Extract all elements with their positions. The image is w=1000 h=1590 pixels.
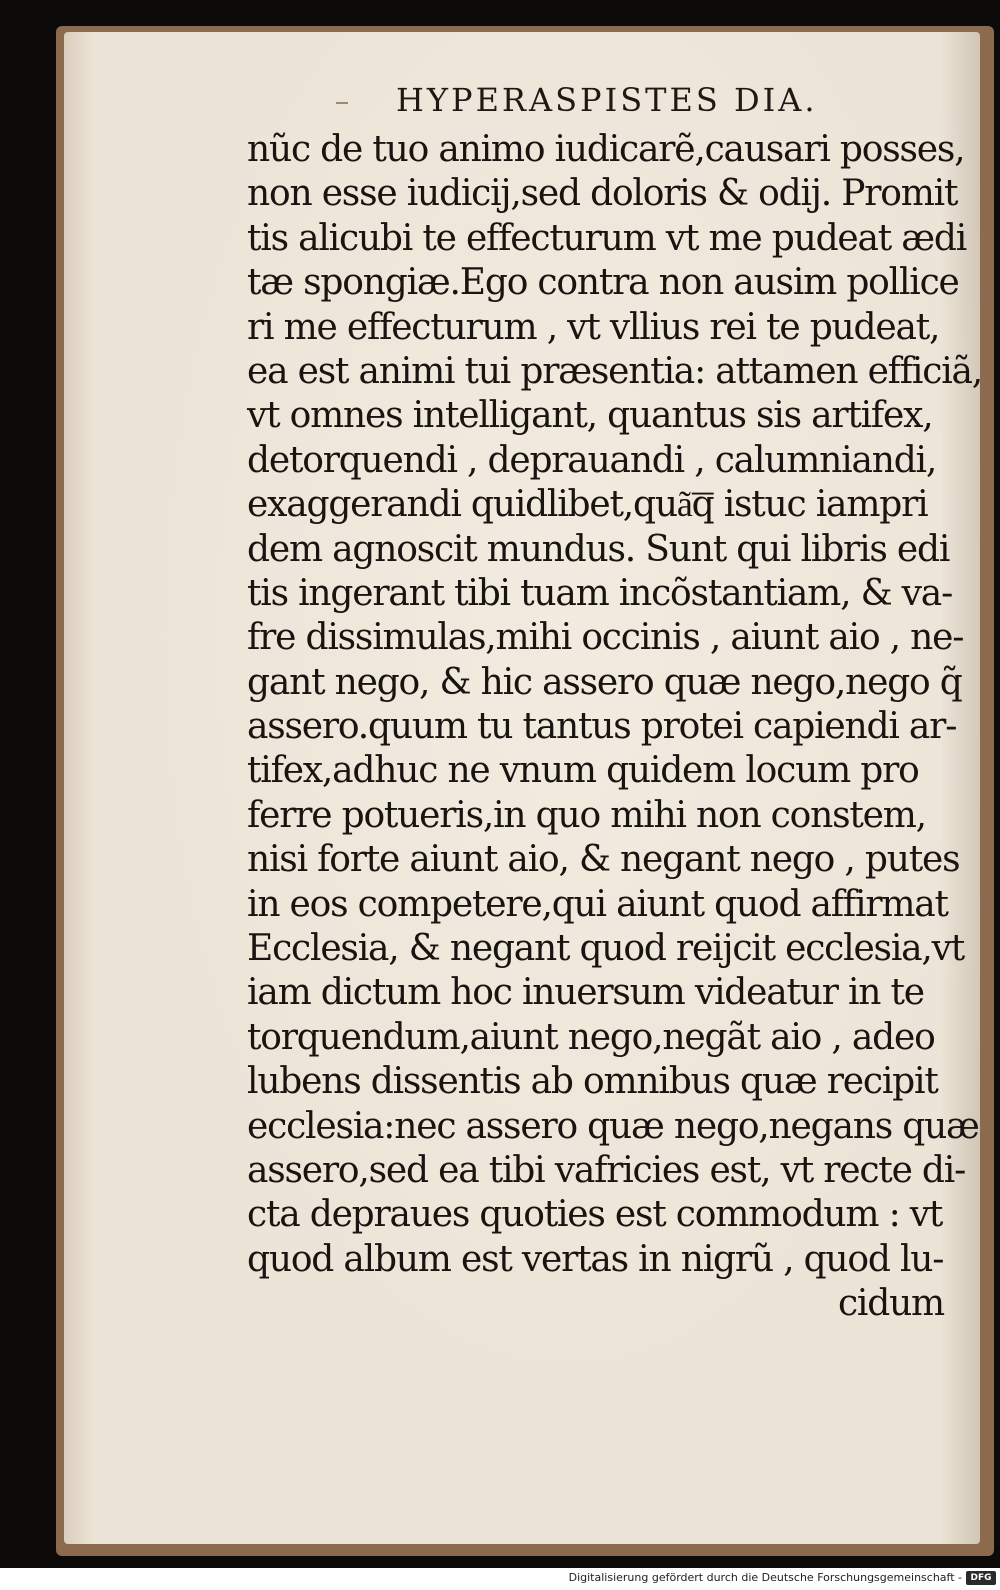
- text-line: fre dissimulas,mihi occinis , aiunt aio , ne-: [247, 617, 964, 659]
- text-line: tis alicubi te effecturum vt me pudeat ædi: [247, 217, 967, 259]
- text-line: tifex,adhuc ne vnum quidem locum pro: [247, 750, 919, 792]
- text-line: dem agnoscit mundus. Sunt qui libris edi: [247, 528, 950, 570]
- text-line: assero.quum tu tantus protei capiendi ar-: [247, 706, 957, 748]
- text-line: exaggerandi quidlibet,quã͞q istuc iampri: [247, 484, 928, 526]
- text-line: gant nego, & hic assero quæ nego,nego q̃: [247, 661, 962, 703]
- text-line: detorquendi , deprauandi , calumniandi,: [247, 439, 937, 481]
- text-line: tis ingerant tibi tuam incõstantiam, & va-: [247, 572, 953, 614]
- text-line: ferre potueris,in quo mihi non constem,: [247, 794, 926, 836]
- text-line: ecclesia:nec assero quæ nego,negans quæ: [247, 1105, 979, 1147]
- text-line: ri me effecturum , vt vllius rei te pudeat,: [247, 306, 940, 348]
- funding-credit: Digitalisierung gefördert durch die Deutsche Forschungsgemeinschaft -: [568, 1571, 962, 1584]
- text-line: lubens dissentis ab omnibus quæ recipit: [247, 1061, 938, 1103]
- text-line: torquendum,aiunt nego,negãt aio , adeo: [247, 1016, 935, 1058]
- footer-bar: [0, 1568, 1000, 1590]
- running-head: HYPERASPISTES DIA.: [396, 81, 818, 119]
- text-line: iam dictum hoc inuersum videatur in te: [247, 972, 924, 1014]
- text-line: nisi forte aiunt aio, & negant nego , putes: [247, 839, 960, 881]
- text-line: tæ spongiæ.Ego contra non ausim pollice: [247, 262, 959, 304]
- dfg-logo-icon: DFG: [966, 1571, 996, 1585]
- text-line: vt omnes intelligant, quantus sis artifex,: [247, 395, 933, 437]
- text-line: quod album est vertas in nigrũ , quod lu-: [247, 1238, 944, 1280]
- text-line: cta depraues quoties est commodum : vt: [247, 1194, 943, 1236]
- catchword: cidum: [837, 1283, 944, 1325]
- body-text: [247, 128, 983, 1327]
- text-line: nũc de tuo animo iudicarẽ,causari posses,: [247, 129, 965, 170]
- text-line: Ecclesia, & negant quod reijcit ecclesia,vt: [247, 928, 965, 970]
- text-line: ea est animi tui præsentia: attamen efficiã,: [247, 350, 983, 392]
- text-line: in eos competere,qui aiunt quod affirmat: [247, 883, 948, 925]
- text-line: non esse iudicij,sed doloris & odij. Promit: [247, 173, 958, 215]
- text-line: assero,sed ea tibi vafricies est, vt recte di-: [247, 1149, 966, 1191]
- running-head-dash: [336, 102, 348, 104]
